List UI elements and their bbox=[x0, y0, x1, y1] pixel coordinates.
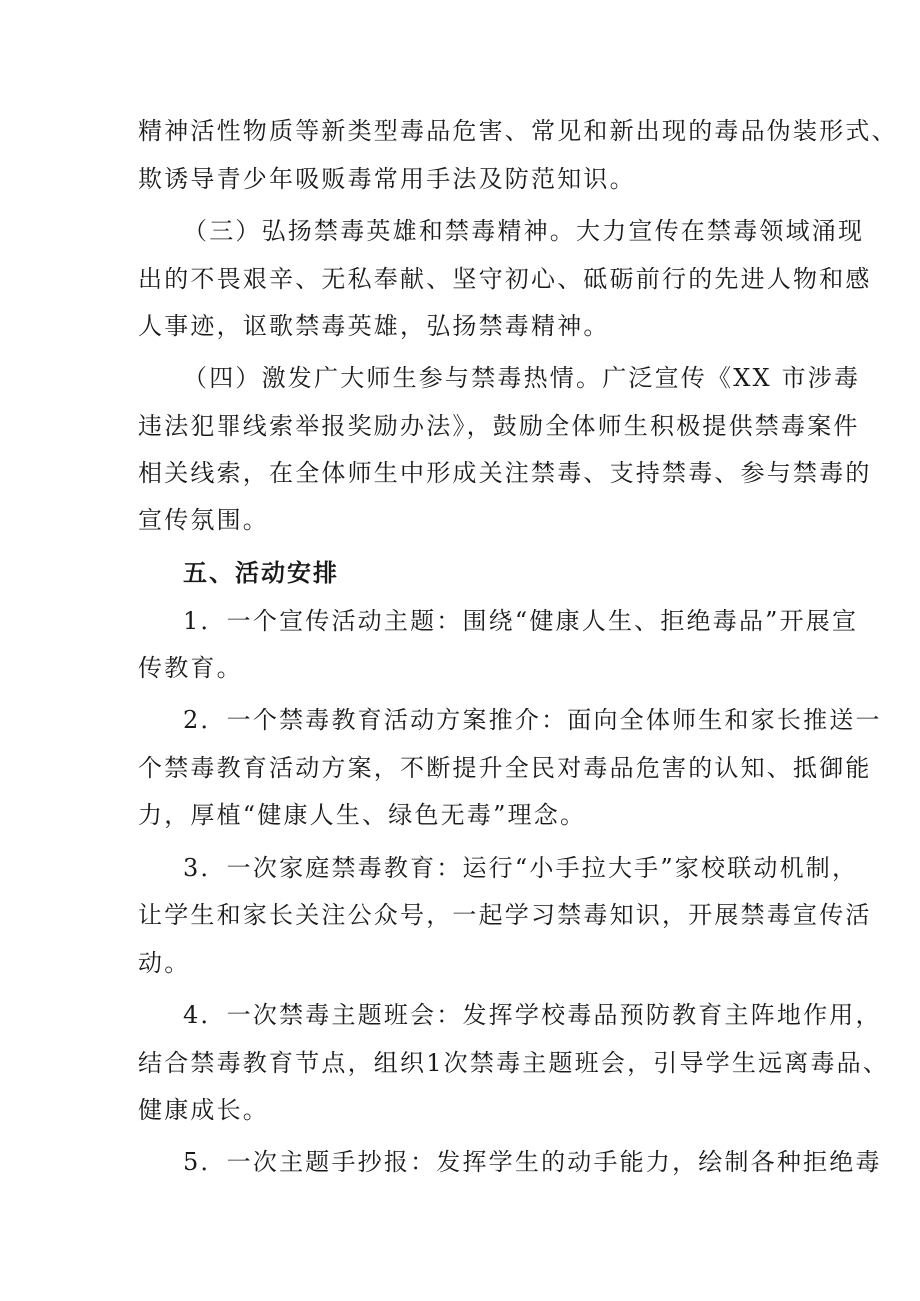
paragraph-line: 让学生和家长关注公众号，一起学习禁毒知识，开展禁毒宣传活 bbox=[138, 901, 872, 929]
paragraph-line: 宣传氛围。 bbox=[138, 506, 269, 534]
paragraph-line: 1．一个宣传活动主题：围绕“健康人生、拒绝毒品”开展宣 bbox=[183, 607, 859, 635]
paragraph-line: 5．一次主题手抄报：发挥学生的动手能力，绘制各种拒绝毒 bbox=[183, 1148, 882, 1176]
paragraph-line: 个禁毒教育活动方案，不断提升全民对毒品危害的认知、抵御能 bbox=[138, 754, 872, 782]
paragraph-line: 健康成长。 bbox=[138, 1096, 269, 1124]
paragraph-line: 精神活性物质等新类型毒品危害、常见和新出现的毒品伪装形式、 bbox=[138, 117, 898, 145]
paragraph-line: 动。 bbox=[138, 949, 191, 977]
paragraph-line: 2．一个禁毒教育活动方案推介：面向全体师生和家长推送一 bbox=[183, 706, 882, 734]
paragraph-line: 违法犯罪线索举报奖励办法》，鼓励全体师生积极提供禁毒案件 bbox=[138, 412, 860, 440]
paragraph-line: 相关线索，在全体师生中形成关注禁毒、支持禁毒、参与禁毒的 bbox=[138, 459, 872, 487]
paragraph-line: 传教育。 bbox=[138, 654, 243, 682]
paragraph-line: 欺诱导青少年吸贩毒常用手法及防范知识。 bbox=[138, 165, 636, 193]
paragraph-line: 3．一次家庭禁毒教育：运行“小手拉大手”家校联动机制， bbox=[183, 854, 859, 882]
section-heading: 五、活动安排 bbox=[183, 559, 339, 587]
paragraph-line: 人事迹，讴歌禁毒英雄，弘扬禁毒精神。 bbox=[138, 312, 610, 340]
paragraph-line: （三）弘扬禁毒英雄和禁毒精神。大力宣传在禁毒领域涌现 bbox=[183, 217, 865, 245]
paragraph-line: 结合禁毒教育节点，组织1次禁毒主题班会，引导学生远离毒品、 bbox=[138, 1049, 890, 1077]
paragraph-line: （四）激发广大师生参与禁毒热情。广泛宣传《XX 市涉毒 bbox=[183, 364, 861, 392]
paragraph-line: 4．一次禁毒主题班会：发挥学校毒品预防教育主阵地作用， bbox=[183, 1001, 882, 1029]
paragraph-line: 力，厚植“健康人生、绿色无毒”理念。 bbox=[138, 801, 587, 829]
paragraph-line: 出的不畏艰辛、无私奉献、坚守初心、砥砺前行的先进人物和感 bbox=[138, 265, 872, 293]
